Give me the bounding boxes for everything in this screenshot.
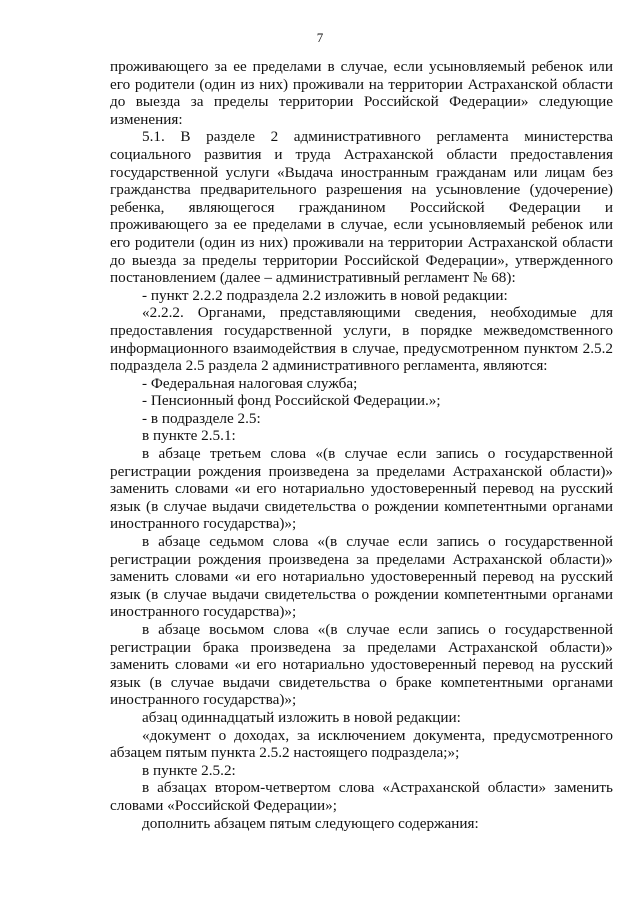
paragraph: проживающего за ее пределами в случае, если усыновляемый ребенок или его родители (один из них) проживали на территории Астраханской области до выезда за пределы территории Российской Федерации» следующие изменения: [110,58,613,128]
paragraph: - Федеральная налоговая служба; [142,374,358,392]
paragraph: - в подразделе 2.5: [142,409,261,427]
paragraph: в пункте 2.5.2: [142,761,236,779]
paragraph: в абзацах втором-четвертом слова «Астраханской области» заменить словами «Российской Федерации»; [110,779,613,814]
paragraph: «документ о доходах, за исключением документа, предусмотренного абзацем пятым пункта 2.5.2 настоящего подраздела;»; [110,726,613,762]
paragraph: 5.1. В разделе 2 административного регламента министерства социального развития и труда Астраханской области предоставления государственной услуги «Выдача иностранным гражданам или лицам без гражданства предварительного разрешения на усыновление (удочерение) ребенка, являющегося гражданином Российской Федерации и проживающего за ее пределами в случае, если усыновляемый ребенок или его родители (один из них) проживали на территории Астраханской области до выезда за пределы территории Российской Федерации», утвержденного постановлением (далее – административный регламент № 68): [110,128,613,287]
paragraph: в абзаце восьмом слова «(в случае если запись о государственной регистрации брака произведена за пределами Астраханской области)» заменить словами «и его нотариально удостоверенный перевод на русский язык (в случае выдачи свидетельства о браке компетентными органами иностранного государства)»; [110,621,613,709]
paragraph: в абзаце седьмом слова «(в случае если запись о государственной регистрации рождения произведена за пределами Астраханской области)» заменить словами «и его нотариально удостоверенный перевод на русский язык (в случае выдачи свидетельства о рождении компетентными органами иностранного государства)»; [110,533,613,621]
page-number: 7 [316,30,324,45]
paragraph: - Пенсионный фонд Российской Федерации.»; [142,392,441,410]
document-body [110,58,613,832]
paragraph: «2.2.2. Органами, представляющими сведения, необходимые для предоставления государственной услуги, в порядке межведомственного информационного взаимодействия в случае, предусмотренном пунктом 2.5.2 подраздела 2.5 раздела 2 административного регламента, являются: [110,304,613,375]
paragraph: в абзаце третьем слова «(в случае если запись о государственной регистрации рождения произведена за пределами Астраханской области)» заменить словами «и его нотариально удостоверенный перевод на русский язык (в случае выдачи свидетельства о рождении компетентными органами иностранного государства)»; [110,445,613,533]
paragraph: в пункте 2.5.1: [142,427,236,445]
paragraph: абзац одиннадцатый изложить в новой редакции: [142,708,461,726]
paragraph: дополнить абзацем пятым следующего содержания: [142,814,479,832]
paragraph: - пункт 2.2.2 подраздела 2.2 изложить в новой редакции: [142,286,508,304]
